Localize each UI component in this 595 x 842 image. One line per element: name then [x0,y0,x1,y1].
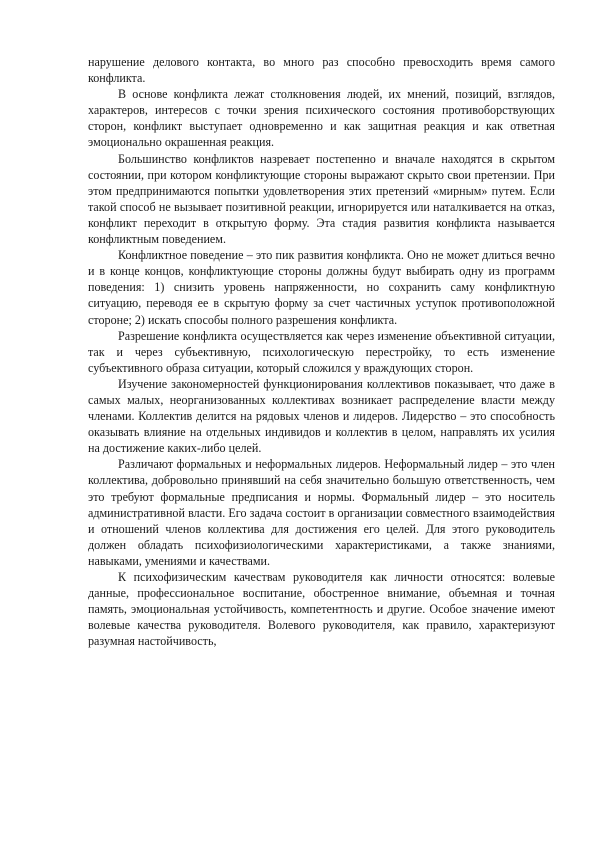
paragraph-formal-informal-leaders: Различают формальных и неформальных лидеров. Неформальный лидер – это член коллектива, добровольно принявший на себя значительно большую ответственность, чем это требуют формальные предписания и нормы. Формальный лидер – это носитель административной власти. Его задача состоит в организации совместного взаимодействия и отношений членов коллектива для достижения его целей. Для этого руководитель должен обладать психофизиологическими характеристиками, а также знаниями, навыками, умениями и качествами. [88,457,555,568]
paragraph-psychophysical-qualities: К психофизическим качествам руководителя как личности относятся: волевые данные, профессиональное воспитание, обостренное внимание, объемная и точная память, эмоциональная устойчивость, компетентность и другие. Особое значение имеют волевые качества руководителя. Волевого руководителя, как правило, характеризуют разумная настойчивость, [88,570,555,649]
paragraph-leadership: Изучение закономерностей функционирования коллективов показывает, что даже в самых малых, неорганизованных коллективах возникает распределение власти между членами. Коллектив делится на рядовых членов и лидеров. Лидерство – это способность оказывать влияние на отдельных индивидов и коллектив в целом, направлять их усилия на достижение каких-либо целей. [88,376,555,456]
paragraph-conflict-resolution: Разрешение конфликта осуществляется как через изменение объективной ситуации, так и через субъективную, психологическую перестройку, то есть изменение субъективного образа ситуации, который сложился у враждующих сторон. [88,328,555,375]
paragraph-hidden-conflicts: Большинство конфликтов назревает постепенно и вначале находятся в скрытом состоянии, при котором конфликтующие стороны выражают скрыто свои претензии. При этом предпринимаются попытки удовлетворения этих претензий «мирным» путем. Если такой способ не вызывает позитивной реакции, игнорируется или наталкивается на отказ, конфликт переходит в открытую форму. Эта стадия развития конфликта называется конфликтным поведением. [88,151,555,247]
paragraph-conflict-basis: В основе конфликта лежат столкновения людей, их мнений, позиций, взглядов, характеров, интересов с точки зрения психического состояния противоборствующих сторон, конфликт выступает одновременно и как защитная реакция и как ответная эмоционально окрашенная реакция. [88,87,555,150]
paragraph-conflict-behavior: Конфликтное поведение – это пик развития конфликта. Оно не может длиться вечно и в конце концов, конфликтующие стороны должны будут выбирать одну из программ поведения: 1) снизить уровень напряженности, но сохранить саму конфликтную ситуацию, переводя ее в скрытую форму за счет частичных уступок противоположной стороне; 2) искать способы полного разрешения конфликта. [88,248,555,327]
paragraph-continuation: нарушение делового контакта, во много раз способно превосходить время самого конфликта. [88,55,555,86]
document-body [88,54,555,649]
